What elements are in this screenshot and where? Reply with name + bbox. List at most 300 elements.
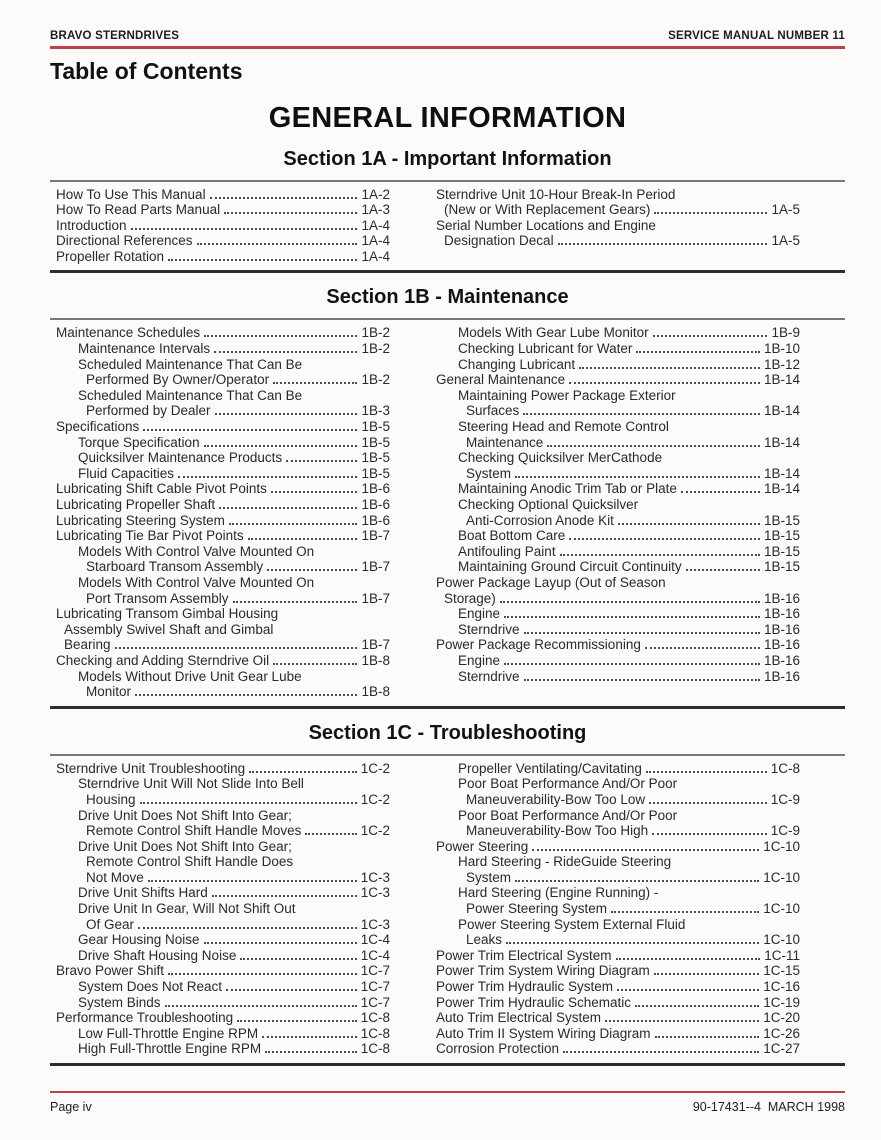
- toc-entry-line: [436, 450, 800, 466]
- toc-page-ref: 1B-16: [763, 621, 800, 637]
- toc-entry-text: Auto Trim II System Wiring Diagram: [436, 1025, 651, 1041]
- toc-entry-line: [56, 901, 390, 917]
- toc-entry-line: [56, 684, 390, 700]
- toc-entry-text: Models With Control Valve Mounted On: [78, 543, 315, 559]
- toc-entry-line: [56, 233, 390, 249]
- toc-entry-line: [436, 761, 800, 777]
- toc-entry-line: [436, 637, 800, 653]
- toc-entry-text: Scheduled Maintenance That Can Be: [78, 356, 303, 372]
- toc-page-ref: 1C-7: [360, 994, 390, 1010]
- toc-entry-line: [436, 559, 800, 575]
- dot-leader: [214, 351, 357, 353]
- toc-page-ref: 1C-10: [763, 932, 800, 948]
- toc-entry-text: Performed by Dealer: [86, 403, 211, 419]
- toc-entry-text: Auto Trim Electrical System: [436, 1010, 602, 1026]
- toc-entry-text: Starboard Transom Assembly: [86, 559, 264, 575]
- toc-entry: [436, 917, 800, 948]
- dot-leader: [138, 927, 357, 929]
- footer-rule: [50, 1091, 845, 1094]
- toc-page-ref: 1B-14: [763, 372, 800, 388]
- toc-entry-line: [56, 776, 390, 792]
- toc-entry: [56, 761, 390, 777]
- toc-entry-text: Steering Head and Remote Control: [458, 419, 669, 435]
- toc-page-ref: 1A-5: [771, 233, 800, 249]
- toc-page-ref: 1B-7: [361, 559, 390, 575]
- dot-leader: [165, 1005, 357, 1007]
- toc-entry: [56, 948, 390, 964]
- toc-column: [436, 761, 800, 1057]
- toc-entry-line: [56, 948, 390, 964]
- toc-page-ref: 1A-4: [361, 248, 390, 264]
- toc-entry: [436, 559, 800, 575]
- toc-entry: [56, 249, 390, 265]
- toc-entry-line: [56, 808, 390, 824]
- toc-entry-text: Sterndrive Unit 10-Hour Break-In Period: [436, 186, 676, 202]
- toc-entry-line: [436, 325, 800, 341]
- toc-entry-text: Directional References: [56, 233, 193, 249]
- toc-page-ref: 1C-3: [360, 869, 390, 885]
- toc-entry-text: Bearing: [64, 637, 111, 653]
- toc-page-ref: 1A-5: [771, 202, 800, 218]
- toc-entry-text: Propeller Ventilating/Cavitating: [458, 760, 642, 776]
- dot-leader: [605, 1020, 759, 1022]
- toc-entry: [56, 233, 390, 249]
- page-title: Table of Contents: [50, 57, 243, 84]
- toc-page-ref: 1C-4: [360, 932, 390, 948]
- toc-entry-text: Quicksilver Maintenance Products: [78, 450, 283, 466]
- toc-entry-line: [56, 1041, 390, 1057]
- toc-page-ref: 1B-15: [763, 559, 800, 575]
- toc-entry-text: System Does Not React: [78, 979, 223, 995]
- toc-page-ref: 1B-3: [361, 403, 390, 419]
- toc-entry: [56, 466, 390, 482]
- toc-entry: [436, 839, 800, 855]
- dot-leader: [273, 382, 357, 384]
- toc-entry-line: [436, 870, 800, 886]
- dot-leader: [569, 382, 760, 384]
- toc-entry-text: Sterndrive: [458, 668, 520, 684]
- toc-entry-line: [436, 575, 800, 591]
- toc-page-ref: 1C-10: [763, 838, 800, 854]
- toc-entry-line: [436, 932, 800, 948]
- toc-page-ref: 1B-7: [361, 528, 390, 544]
- page-footer: [50, 1087, 845, 1115]
- dot-leader: [273, 663, 357, 665]
- toc-page-ref: 1C-7: [360, 979, 390, 995]
- toc-entry-line: [56, 403, 390, 419]
- toc-entry-text: Poor Boat Performance And/Or Poor: [458, 807, 678, 823]
- dot-leader: [237, 1020, 357, 1022]
- toc-entry-line: [56, 622, 390, 638]
- dot-leader: [506, 942, 759, 944]
- toc-entry: [436, 528, 800, 544]
- toc-column: [50, 187, 390, 265]
- toc-entry: [56, 1041, 390, 1057]
- dot-leader: [305, 833, 356, 835]
- toc-entry-text: Monitor: [86, 684, 132, 700]
- dot-leader: [500, 601, 760, 603]
- toc-entry-line: [56, 963, 390, 979]
- toc-entry-line: [56, 388, 390, 404]
- toc-page-ref: 1B-2: [361, 325, 390, 341]
- dot-leader: [168, 259, 357, 261]
- dot-leader: [131, 228, 358, 230]
- toc-entry-line: [56, 372, 390, 388]
- toc-page-ref: 1C-9: [770, 791, 800, 807]
- toc-entry: [436, 388, 800, 419]
- toc-page-ref: 1C-9: [770, 823, 800, 839]
- toc-entry: [436, 357, 800, 373]
- dot-leader: [267, 569, 357, 571]
- toc-page-ref: 1B-5: [361, 434, 390, 450]
- toc-entry-text: Poor Boat Performance And/Or Poor: [458, 776, 678, 792]
- toc-entry-line: [56, 249, 390, 265]
- toc-entry-text: Maintenance Intervals: [78, 341, 211, 357]
- toc-entry-text: Power Package Layup (Out of Season: [436, 574, 666, 590]
- toc-entry-line: [56, 839, 390, 855]
- toc-page-ref: 1C-8: [360, 1041, 390, 1057]
- section-title: Section 1B - Maintenance: [326, 286, 569, 309]
- toc-entry-text: Serial Number Locations and Engine: [436, 217, 656, 233]
- toc-entry-line: [56, 653, 390, 669]
- toc-grid: [50, 318, 845, 708]
- toc-entry-text: Checking Quicksilver MerCathode: [458, 450, 663, 466]
- toc-entry-text: Maintaining Power Package Exterior: [458, 387, 676, 403]
- toc-page-ref: 1C-2: [360, 791, 390, 807]
- toc-entry-text: Of Gear: [86, 916, 135, 932]
- toc-entry: [436, 1010, 800, 1026]
- toc-entry: [56, 808, 390, 839]
- toc-entry-line: [436, 403, 800, 419]
- toc-page-ref: 1C-2: [360, 823, 390, 839]
- toc-entry-text: Fluid Capacities: [78, 465, 175, 481]
- footer-doc-number: 90-17431--4 MARCH 1998: [692, 1100, 845, 1114]
- toc-entry-text: Power Trim Hydraulic Schematic: [436, 994, 632, 1010]
- dot-leader: [168, 973, 357, 975]
- dot-leader: [515, 880, 759, 882]
- toc-entry: [436, 637, 800, 653]
- toc-entry-text: Boat Bottom Care: [458, 528, 566, 544]
- toc-entry: [436, 419, 800, 450]
- toc-page-ref: 1C-16: [763, 979, 800, 995]
- toc-page-ref: 1C-2: [360, 760, 390, 776]
- toc-entry-line: [56, 606, 390, 622]
- toc-entry: [56, 528, 390, 544]
- toc-entry: [56, 839, 390, 886]
- toc-entry: [56, 357, 390, 388]
- toc-entry-text: Drive Unit Shifts Hard: [78, 885, 208, 901]
- toc-entry-line: [436, 202, 800, 218]
- toc-entry: [436, 622, 800, 638]
- dot-leader: [617, 989, 759, 991]
- toc-page-ref: 1B-14: [763, 403, 800, 419]
- toc-entry-line: [56, 481, 390, 497]
- toc-page-ref: 1C-26: [763, 1025, 800, 1041]
- toc-entry: [436, 575, 800, 606]
- toc-entry: [436, 979, 800, 995]
- dot-leader: [681, 491, 760, 493]
- toc-entry-text: Remote Control Shift Handle Moves: [86, 823, 302, 839]
- toc-column: [50, 761, 390, 1057]
- dot-leader: [523, 413, 760, 415]
- toc-page-ref: 1C-11: [764, 947, 800, 963]
- toc-entry-line: [436, 233, 800, 249]
- toc-entry: [436, 325, 800, 341]
- dot-leader: [563, 1051, 759, 1053]
- header-left-text: BRAVO STERNDRIVES: [50, 30, 180, 42]
- toc-sections: [50, 148, 845, 1067]
- toc-entry-text: Maintenance Schedules: [56, 325, 201, 341]
- toc-entry-text: Housing: [86, 791, 136, 807]
- toc-entry-line: [56, 917, 390, 933]
- toc-entry-line: [56, 419, 390, 435]
- toc-entry-text: System: [466, 869, 512, 885]
- toc-entry: [436, 854, 800, 885]
- toc-entry-line: [436, 481, 800, 497]
- toc-entry: [436, 669, 800, 685]
- toc-page-ref: 1B-5: [361, 419, 390, 435]
- header-right-text: SERVICE MANUAL NUMBER 11: [668, 30, 845, 42]
- toc-entry-text: Hard Steering (Engine Running) -: [458, 885, 659, 901]
- dot-leader: [569, 538, 760, 540]
- toc-page-ref: 1C-15: [763, 963, 800, 979]
- toc-entry-text: System: [466, 465, 512, 481]
- dot-leader: [560, 554, 760, 556]
- toc-entry-text: Lubricating Steering System: [56, 512, 225, 528]
- toc-page-ref: 1B-2: [361, 372, 390, 388]
- toc-entry-line: [56, 761, 390, 777]
- toc-page-ref: 1B-5: [361, 465, 390, 481]
- toc-page-ref: 1B-9: [771, 325, 800, 341]
- toc-entry-text: Power Trim Hydraulic System: [436, 979, 614, 995]
- toc-entry: [56, 202, 390, 218]
- toc-entry-line: [436, 854, 800, 870]
- toc-page-ref: 1B-6: [361, 481, 390, 497]
- toc-entry: [56, 995, 390, 1011]
- toc-entry-text: Specifications: [56, 419, 140, 435]
- dot-leader: [178, 476, 357, 478]
- toc-entry: [56, 325, 390, 341]
- toc-page-ref: 1B-16: [763, 652, 800, 668]
- toc-page-ref: 1B-14: [763, 434, 800, 450]
- toc-entry-line: [436, 901, 800, 917]
- toc-entry-text: Models With Gear Lube Monitor: [458, 325, 649, 341]
- toc-entry-line: [436, 528, 800, 544]
- toc-entry: [56, 187, 390, 203]
- toc-grid: [50, 180, 845, 274]
- toc-entry: [436, 450, 800, 481]
- toc-entry-text: How To Use This Manual: [56, 186, 206, 202]
- dot-leader: [646, 771, 767, 773]
- toc-entry-text: Not Move: [86, 869, 144, 885]
- dot-leader: [654, 212, 767, 214]
- dot-leader: [616, 958, 761, 960]
- dot-leader: [271, 491, 358, 493]
- toc-entry: [436, 776, 800, 807]
- toc-entry-text: Drive Shaft Housing Noise: [78, 947, 237, 963]
- toc-entry-line: [56, 979, 390, 995]
- chapter-title: GENERAL INFORMATION: [268, 101, 627, 134]
- toc-page-ref: 1B-15: [763, 512, 800, 528]
- dot-leader: [224, 212, 357, 214]
- toc-entry-text: Drive Unit In Gear, Will Not Shift Out: [78, 901, 296, 917]
- toc-entry-text: Introduction: [56, 217, 127, 233]
- dot-leader: [219, 507, 357, 509]
- footer-page-number: Page iv: [50, 1100, 92, 1114]
- toc-entry-line: [436, 622, 800, 638]
- toc-page-ref: 1C-19: [763, 994, 800, 1010]
- toc-entry-line: [436, 963, 800, 979]
- toc-entry: [56, 575, 390, 606]
- dot-leader: [115, 647, 358, 649]
- toc-entry-line: [436, 466, 800, 482]
- toc-entry-line: [56, 187, 390, 203]
- toc-entry: [436, 481, 800, 497]
- toc-entry-text: Power Package Recommissioning: [436, 637, 641, 653]
- toc-entry: [56, 419, 390, 435]
- toc-entry-text: Designation Decal: [444, 233, 554, 249]
- toc-entry-text: Maneuverability-Bow Too Low: [466, 791, 646, 807]
- toc-entry: [436, 497, 800, 528]
- toc-entry-text: Sterndrive Unit Will Not Slide Into Bell: [78, 776, 304, 792]
- toc-entry-line: [56, 357, 390, 373]
- dot-leader: [233, 601, 358, 603]
- dot-leader: [504, 616, 760, 618]
- toc-entry: [56, 544, 390, 575]
- toc-page-ref: 1B-16: [763, 637, 800, 653]
- toc-entry-line: [436, 497, 800, 513]
- toc-entry-line: [436, 372, 800, 388]
- dot-leader: [611, 911, 759, 913]
- toc-entry-line: [436, 808, 800, 824]
- toc-entry: [56, 932, 390, 948]
- toc-entry-line: [56, 544, 390, 560]
- toc-entry-text: Power Trim System Wiring Diagram: [436, 963, 650, 979]
- dot-leader: [654, 973, 759, 975]
- dot-leader: [229, 523, 358, 525]
- dot-leader: [248, 538, 358, 540]
- dot-leader: [524, 679, 760, 681]
- toc-entry: [436, 885, 800, 916]
- toc-entry: [56, 885, 390, 901]
- toc-entry-text: Models With Control Valve Mounted On: [78, 574, 315, 590]
- toc-entry-line: [56, 885, 390, 901]
- toc-page-ref: 1C-3: [360, 916, 390, 932]
- dot-leader: [215, 413, 358, 415]
- dot-leader: [204, 942, 357, 944]
- toc-entry-line: [56, 497, 390, 513]
- toc-grid: [50, 754, 845, 1066]
- toc-entry: [436, 653, 800, 669]
- toc-entry-line: [56, 669, 390, 685]
- toc-entry-text: Lubricating Tie Bar Pivot Points: [56, 528, 244, 544]
- toc-entry-text: Surfaces: [466, 403, 520, 419]
- toc-entry: [56, 776, 390, 807]
- toc-page-ref: 1C-10: [763, 901, 800, 917]
- toc-entry-text: Torque Specification: [78, 434, 200, 450]
- toc-entry-text: Low Full-Throttle Engine RPM: [78, 1025, 259, 1041]
- dot-leader: [143, 429, 357, 431]
- dot-leader: [686, 569, 760, 571]
- dot-leader: [653, 335, 768, 337]
- toc-page-ref: 1B-2: [361, 341, 390, 357]
- toc-page-ref: 1A-4: [361, 217, 390, 233]
- dot-leader: [547, 445, 760, 447]
- dot-leader: [618, 523, 760, 525]
- toc-page-ref: 1C-8: [360, 1010, 390, 1026]
- toc-entry-line: [56, 1010, 390, 1026]
- dot-leader: [286, 460, 357, 462]
- dot-leader: [504, 663, 760, 665]
- toc-entry: [56, 218, 390, 234]
- toc-entry-text: Scheduled Maintenance That Can Be: [78, 387, 303, 403]
- toc-entry-text: Corrosion Protection: [436, 1041, 560, 1057]
- toc-entry: [56, 435, 390, 451]
- toc-entry-text: Power Steering: [436, 838, 529, 854]
- toc-column: [436, 325, 800, 699]
- toc-page-ref: 1B-14: [763, 465, 800, 481]
- toc-page-ref: 1B-8: [361, 684, 390, 700]
- section-title: Section 1A - Important Information: [283, 147, 612, 170]
- dot-leader: [579, 367, 760, 369]
- toc-page-ref: 1C-7: [360, 963, 390, 979]
- toc-page-ref: 1C-4: [360, 947, 390, 963]
- toc-entry-text: Hard Steering - RideGuide Steering: [458, 854, 672, 870]
- toc-entry: [56, 653, 390, 669]
- toc-entry: [56, 1026, 390, 1042]
- toc-entry-text: System Binds: [78, 994, 161, 1010]
- toc-entry: [56, 901, 390, 932]
- toc-entry: [436, 948, 800, 964]
- toc-entry: [436, 187, 800, 218]
- toc-entry-line: [56, 1026, 390, 1042]
- dot-leader: [226, 989, 357, 991]
- toc-entry: [436, 995, 800, 1011]
- dot-leader: [652, 833, 767, 835]
- toc-page-ref: 1B-8: [361, 652, 390, 668]
- toc-page-ref: 1C-20: [763, 1010, 800, 1026]
- toc-entry-text: Drive Unit Does Not Shift Into Gear;: [78, 807, 292, 823]
- toc-entry-text: Performance Troubleshooting: [56, 1010, 234, 1026]
- toc-entry-line: [56, 450, 390, 466]
- dot-leader: [262, 1036, 357, 1038]
- toc-entry-text: Leaks: [466, 932, 503, 948]
- toc-entry-text: Power Steering System External Fluid: [458, 916, 686, 932]
- toc-entry: [56, 513, 390, 529]
- toc-entry-text: Antifouling Paint: [458, 543, 556, 559]
- toc-page-ref: 1B-15: [763, 543, 800, 559]
- dot-leader: [197, 243, 358, 245]
- toc-entry: [56, 481, 390, 497]
- toc-page-ref: 1A-4: [361, 233, 390, 249]
- toc-page-ref: 1B-15: [763, 528, 800, 544]
- toc-entry: [56, 497, 390, 513]
- toc-entry-line: [56, 528, 390, 544]
- toc-entry-line: [436, 513, 800, 529]
- toc-entry-text: Maintenance: [466, 434, 544, 450]
- dot-leader: [524, 632, 760, 634]
- toc-entry: [56, 963, 390, 979]
- toc-entry-line: [436, 839, 800, 855]
- toc-entry-text: Sterndrive: [458, 621, 520, 637]
- toc-page-ref: 1B-7: [361, 590, 390, 606]
- dot-leader: [204, 335, 357, 337]
- dot-leader: [212, 895, 357, 897]
- toc-page-ref: 1A-2: [361, 186, 390, 202]
- toc-entry-text: Lubricating Shift Cable Pivot Points: [56, 481, 267, 497]
- toc-page-ref: 1A-3: [361, 202, 390, 218]
- toc-page-ref: 1B-16: [763, 668, 800, 684]
